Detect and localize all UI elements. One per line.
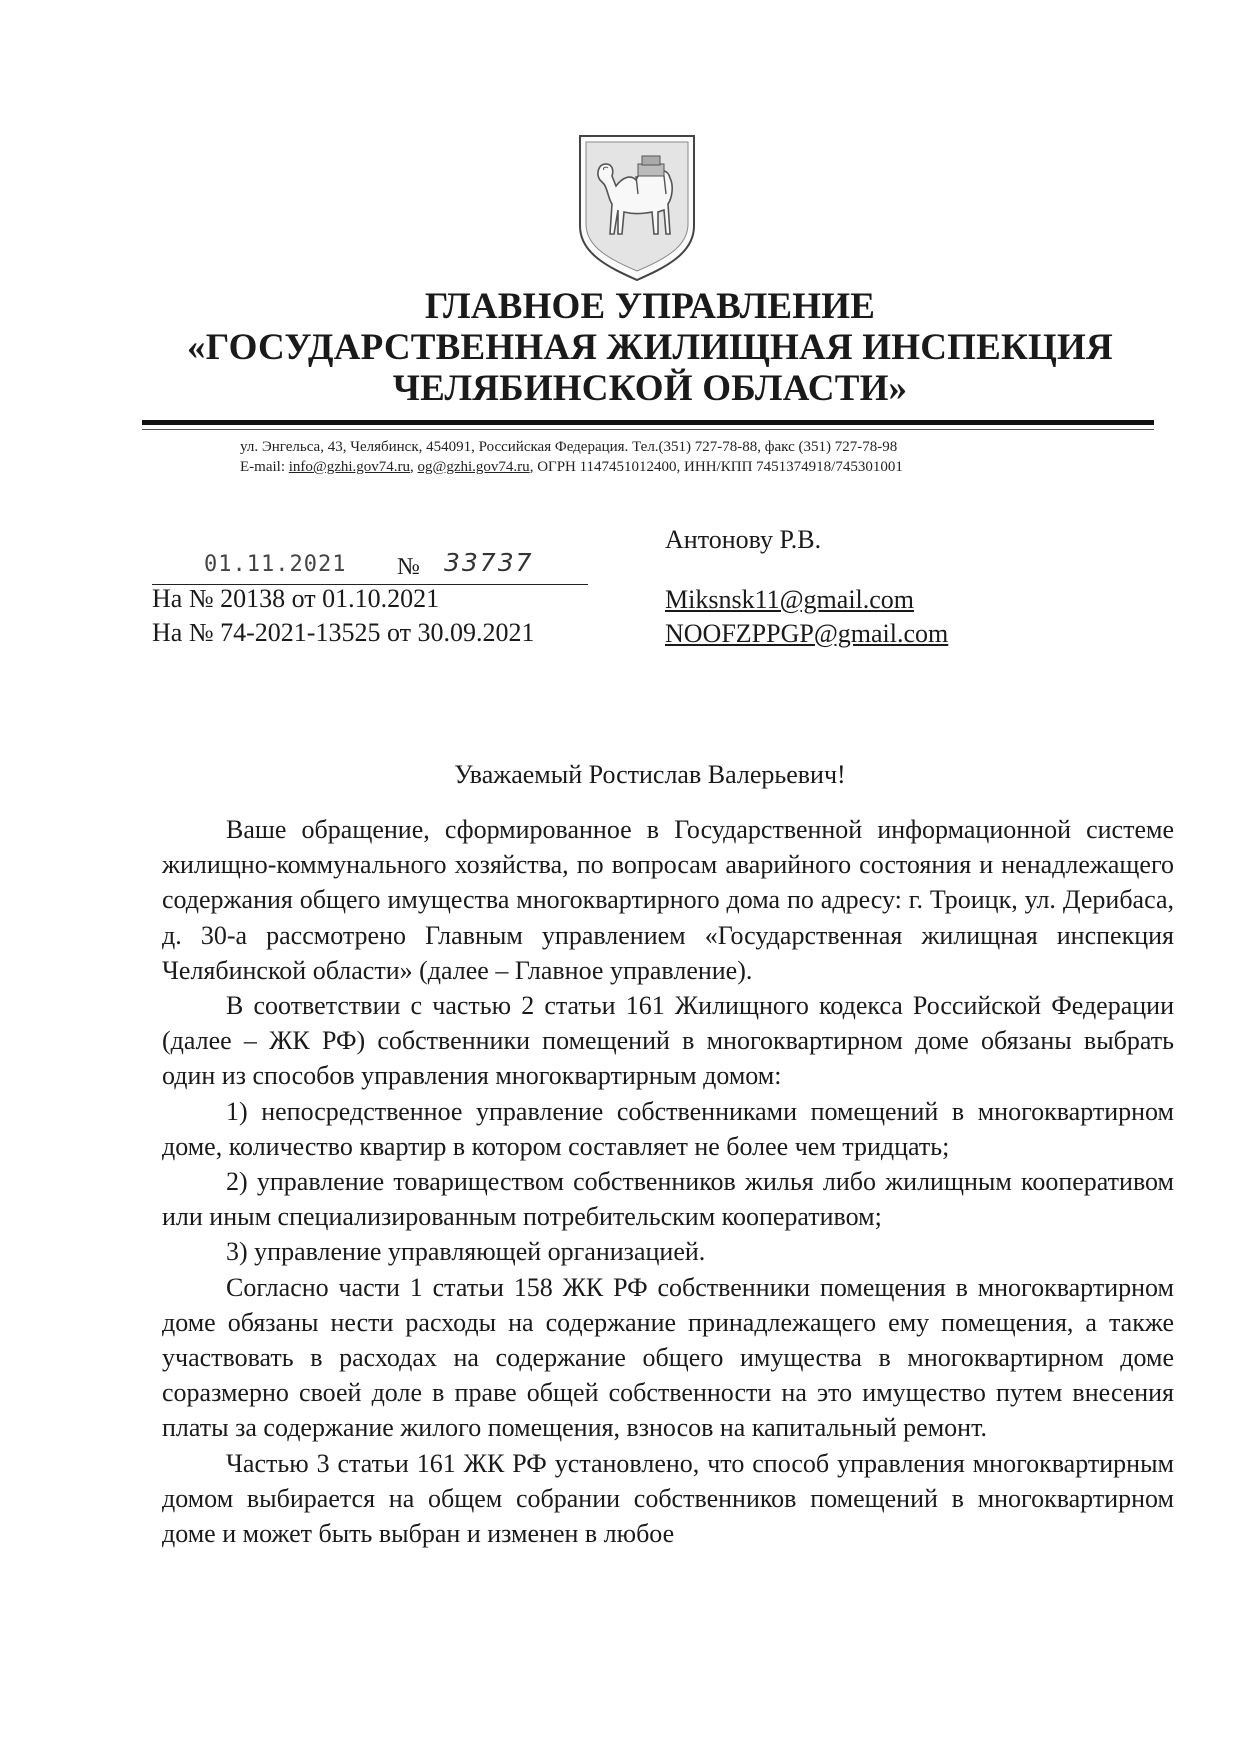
org-title-line1: ГЛАВНОЕ УПРАВЛЕНИЕ xyxy=(424,286,876,327)
organization-email-og-link[interactable]: og@gzhi.gov74.ru xyxy=(417,459,530,475)
registration-line xyxy=(152,548,588,585)
body-list-item: 3) управление управляющей организацией. xyxy=(226,1237,706,1267)
registration-date: 01.11.2021 xyxy=(204,552,347,577)
body-list-item: 1) непосредственное управление собственниками помещений в многоквартирном доме, количество квартир в котором составляет не более чем тридцать; xyxy=(162,1096,1174,1161)
coat-of-arms-emblem xyxy=(578,134,696,282)
body-paragraph: В соответствии с частью 2 статьи 161 Жилищного кодекса Российской Федерации (далее – ЖК РФ) собственники помещений в многоквартирном доме обязаны выбрать один из способов управления многоквартирным домом: xyxy=(162,991,1174,1091)
header-divider xyxy=(142,420,1154,425)
organization-contacts xyxy=(240,437,1130,477)
letter-greeting: Уважаемый Ростислав Валерьевич! xyxy=(454,760,846,789)
recipient-email-1-link[interactable]: Miksnsk11@gmail.com xyxy=(665,585,915,614)
body-paragraph: Ваше обращение, сформированное в Государственной информационной системе жилищно-коммунального хозяйства, по вопросам аварийного состояния и ненадлежащего содержания общего имущества многоквартирного дома по адресу: г. Троицк, ул. Дерибаса, д. 30-а рассмотрено Главным управлением «Государственная жилищная инспекция Челябинской области» (далее – Главное управление). xyxy=(162,815,1174,985)
body-paragraph: Частью 3 статьи 161 ЖК РФ установлено, что способ управления многоквартирным домом выбирается на общем собрании собственников помещений в многоквартирном доме и может быть выбран и изменен в любое xyxy=(162,1448,1174,1549)
reference-line-2: На № 74-2021-13525 от 30.09.2021 xyxy=(152,618,535,647)
email-separator: , xyxy=(410,459,418,475)
organization-email-line xyxy=(240,457,1130,477)
registration-number-label: № xyxy=(397,554,420,580)
organization-title xyxy=(150,286,1150,409)
letter-body xyxy=(162,812,1174,1551)
body-list-item: 2) управление товариществом собственников жилья либо жилищным кооперативом или иным специализированным потребительским кооперативом; xyxy=(162,1167,1174,1232)
organization-email-info-link[interactable]: info@gzhi.gov74.ru xyxy=(288,459,411,475)
reference-line-1: На № 20138 от 01.10.2021 xyxy=(152,584,440,613)
email-prefix: E-mail: xyxy=(240,459,289,475)
recipient-email-2-link[interactable]: NOOFZPPGP@gmail.com xyxy=(665,619,949,648)
organization-address: ул. Энгельса, 43, Челябинск, 454091, Российская Федерация. Тел.(351) 727-78-88, факс (351) 727-78-98 xyxy=(240,439,898,455)
organization-registry-codes: , ОГРН 1147451012400, ИНН/КПП 7451374918/745301001 xyxy=(529,459,903,475)
recipient-name: Антонову Р.В. xyxy=(665,525,822,554)
registration-number: 33737 xyxy=(444,548,534,577)
header-divider-thin xyxy=(142,429,1154,430)
org-title-line2: «ГОСУДАРСТВЕННАЯ ЖИЛИЩНАЯ ИНСПЕКЦИЯ xyxy=(187,327,1113,368)
org-title-line3: ЧЕЛЯБИНСКОЙ ОБЛАСТИ» xyxy=(392,368,908,409)
body-paragraph: Согласно части 1 статьи 158 ЖК РФ собственники помещения в многоквартирном доме обязаны нести расходы на содержание принадлежащего ему помещения, а также участвовать в расходах на содержание общего имущества в многоквартирном доме соразмерно своей доле в праве общей собственности на это имущество путем внесения платы за содержание жилого помещения, взносов на капитальный ремонт. xyxy=(162,1272,1174,1443)
